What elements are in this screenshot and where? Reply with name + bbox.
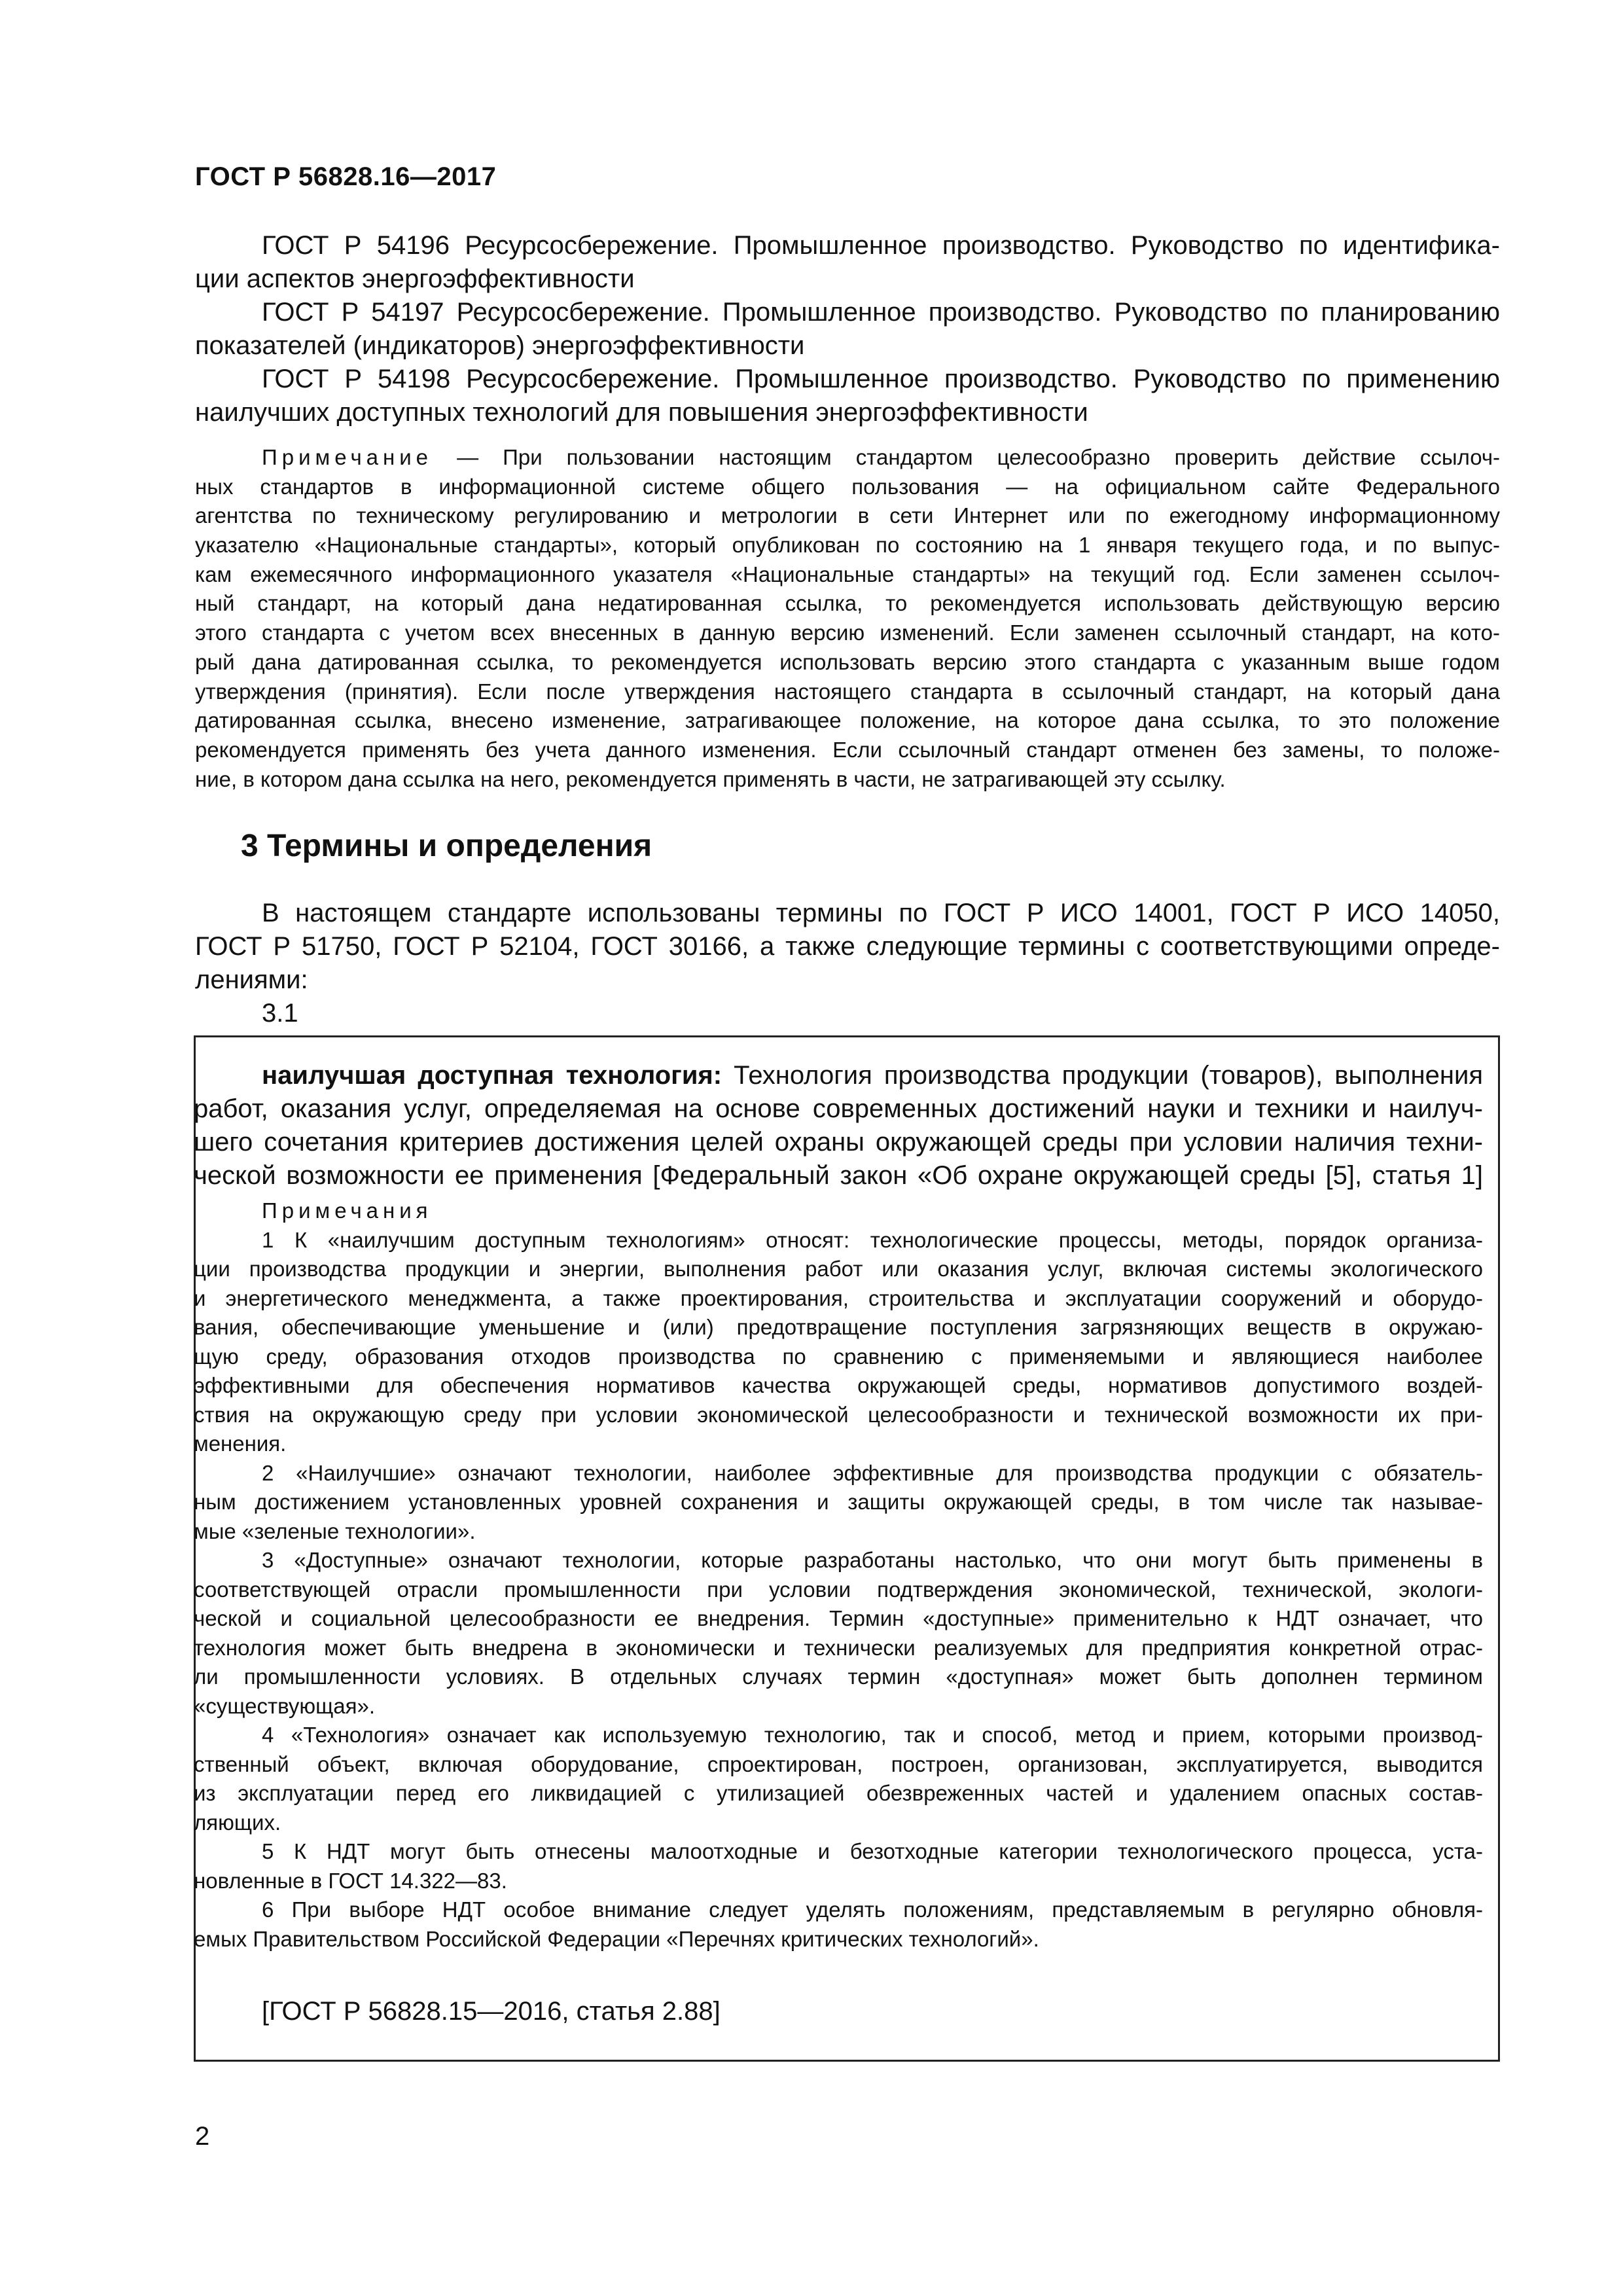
note-item-line: ческой и социальной целесообразности ее внедрения. Термин «доступные» применительно к НДТ означает, что (194, 1606, 1483, 1630)
note-item-line: технология может быть внедрена в экономически и технически реализуемых для предприятия конкретной отрас- (194, 1635, 1483, 1660)
note-line: утверждения (принятия). Если после утверждения настоящего стандарта в ссылочный стандарт, на который дана (195, 679, 1500, 704)
note-block (195, 443, 1500, 794)
note-item-line: ли промышленности условиях. В отдельных случаях термин «доступная» может быть дополнен термином (194, 1664, 1483, 1689)
reference-line: ГОСТ Р 54197 Ресурсосбережение. Промышленное производство. Руководство по планированию (262, 298, 1500, 327)
note-item-line: эффективными для обеспечения нормативов качества окружающей среды, нормативов допустимого воздей- (194, 1373, 1483, 1397)
definition-line: работ, оказания услуг, определяемая на основе современных достижений науки и техники и наилуч- (194, 1094, 1483, 1123)
term-name: наилучшая доступная технология: (262, 1061, 722, 1090)
document-header: ГОСТ Р 56828.16—2017 (195, 162, 497, 191)
intro-line: лениями: (195, 965, 308, 994)
notes-label: Примечания (262, 1198, 433, 1223)
note-line: ный стандарт, на который дана недатированная ссылка, то рекомендуется использовать действующую версию (195, 591, 1500, 616)
note-item-line: 4 «Технология» означает как используемую технологию, так и способ, метод и прием, которыми производ- (262, 1723, 1483, 1747)
note-label: Примечание (262, 445, 433, 469)
note-line: ных стандартов в информационной системе общего пользования — на официальном сайте Федерального (195, 474, 1500, 499)
note-item-line: менения. (194, 1431, 287, 1456)
note-line: указателю «Национальные стандарты», который опубликован по состоянию на 1 января текущего года, и по выпус- (195, 533, 1500, 558)
note-item-line: «существующая». (194, 1693, 376, 1718)
note-item-line: вания, обеспечивающие уменьшение и (или) предотвращение поступления загрязняющих веществ в окружаю- (194, 1315, 1483, 1339)
note-item-line: ляющих. (194, 1810, 281, 1835)
note-item-line: мые «зеленые технологии». (194, 1518, 476, 1543)
note-first-line (195, 443, 1500, 473)
note-item-line: из эксплуатации перед его ликвидацией с утилизацией обезвреженных частей и удалением опасных состав- (194, 1781, 1483, 1805)
term-notes (194, 1196, 1483, 1954)
section-intro (195, 897, 1500, 1030)
term-definition (194, 1059, 1483, 1193)
reference-line: показателей (индикаторов) энергоэффективности (195, 331, 805, 360)
note-line: рый дана датированная ссылка, то рекомендуется использовать версию этого стандарта с указанным выше годом (195, 649, 1500, 674)
term-first-line (262, 1059, 1483, 1092)
intro-line: В настоящем стандарте использованы термины по ГОСТ Р ИСО 14001, ГОСТ Р ИСО 14050, (262, 899, 1500, 927)
note-item-line: 6 При выборе НДТ особое внимание следует уделять положениям, представляемым в регулярно обновля- (262, 1897, 1483, 1922)
clause-number: 3.1 (262, 999, 298, 1028)
note-item-line: 2 «Наилучшие» означают технологии, наиболее эффективные для производства продукции с обязатель- (262, 1460, 1483, 1485)
definition-line: Технология производства продукции (товаров), выполнения (722, 1061, 1483, 1090)
note-line: датированная ссылка, внесено изменение, затрагивающее положение, на которое дана ссылка, то это положение (195, 708, 1500, 733)
note-line: этого стандарта с учетом всех внесенных в данную версию изменений. Если заменен ссылочный стандарт, на кото- (195, 620, 1500, 645)
note-item-line: ственный объект, включая оборудование, спроектирован, построен, организован, эксплуатируется, выводится (194, 1751, 1483, 1776)
intro-line: ГОСТ Р 51750, ГОСТ Р 52104, ГОСТ 30166, а также следующие термины с соответствующими опреде- (195, 932, 1500, 961)
note-line: рекомендуется применять без учета данного изменения. Если ссылочный стандарт отменен без замены, то положе- (195, 737, 1500, 762)
note-item-line: емых Правительством Российской Федерации «Перечнях критических технологий». (194, 1926, 1039, 1951)
definition-line: ческой возможности ее применения [Федеральный закон «Об охране окружающей среды [5], статья 1] (194, 1161, 1483, 1190)
reference-line: наилучших доступных технологий для повышения энергоэффективности (195, 398, 1088, 427)
note-item-line: 1 К «наилучшим доступным технологиям» относят: технологические процессы, методы, порядок организа- (262, 1227, 1483, 1252)
note-item-line: соответствующей отрасли промышленности при условии подтверждения экономической, технической, экологи- (194, 1577, 1483, 1602)
note-item-line: и энергетического менеджмента, а также проектирования, строительства и эксплуатации сооружений и оборудо- (194, 1285, 1483, 1310)
reference-line: ГОСТ Р 54198 Ресурсосбережение. Промышленное производство. Руководство по применению (262, 365, 1500, 393)
note-line: агентства по техническому регулированию и метрологии в сети Интернет или по ежегодному информационному (195, 503, 1500, 528)
definition-line: шего сочетания критериев достижения целей охраны окружающей среды при условии наличия техни- (194, 1128, 1483, 1157)
note-line: кам ежемесячного информационного указателя «Национальные стандарты» на текущий год. Если заменен ссылоч- (195, 562, 1500, 586)
term-source: [ГОСТ Р 56828.15—2016, статья 2.88] (262, 1997, 721, 2026)
note-item-line: ным достижением установленных уровней сохранения и защиты окружающей среды, в том числе так называе- (194, 1490, 1483, 1514)
section-title: 3 Термины и определения (241, 829, 652, 863)
note-item-line: 5 К НДТ могут быть отнесены малоотходные и безотходные категории технологического процесса, уста- (262, 1839, 1483, 1863)
note-item-line: ствия на окружающую среду при условии экономической целесообразности и технической возможности их при- (194, 1402, 1483, 1427)
reference-line: ГОСТ Р 54196 Ресурсосбережение. Промышленное производство. Руководство по идентифика- (262, 231, 1500, 260)
note-item-line: 3 «Доступные» означают технологии, которые разработаны настолько, что они могут быть применены в (262, 1548, 1483, 1572)
note-line: — При пользовании настоящим стандартом целесообразно проверить действие ссылоч- (457, 445, 1500, 469)
references-block (195, 229, 1500, 429)
note-item-line: щую среду, образования отходов производства по сравнению с применяемыми и являющиеся наиболее (194, 1344, 1483, 1369)
note-item-line: новленные в ГОСТ 14.322—83. (194, 1868, 507, 1893)
reference-line: ции аспектов энергоэффективности (195, 264, 635, 293)
page-number: 2 (195, 2122, 210, 2151)
note-item-line: ции производства продукции и энергии, выполнения работ или оказания услуг, включая системы экологического (194, 1257, 1483, 1281)
note-line: ние, в котором дана ссылка на него, рекомендуется применять в части, не затрагивающей эту ссылку. (195, 766, 1226, 791)
